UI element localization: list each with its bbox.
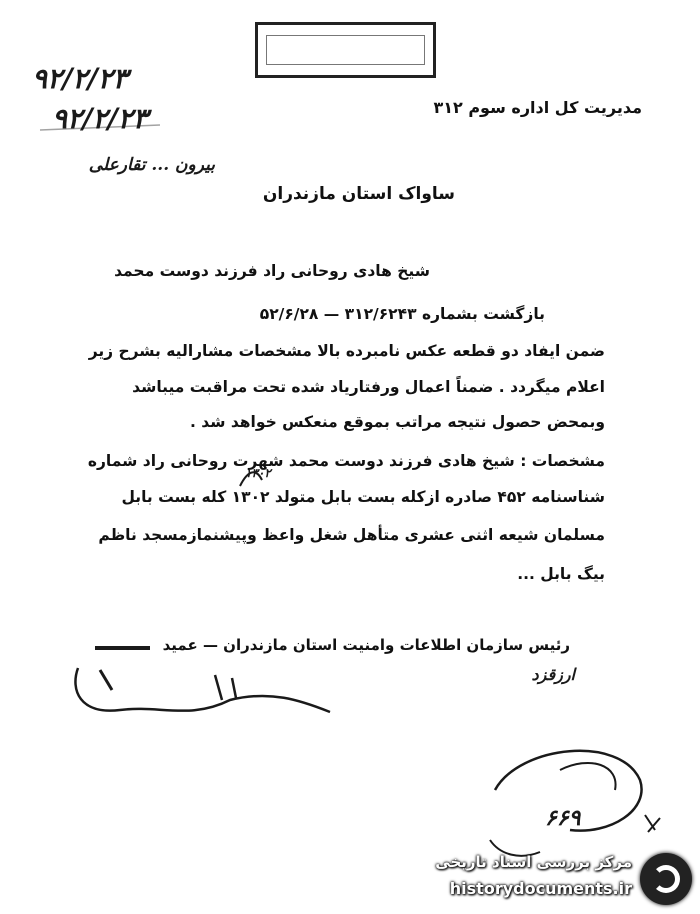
body-line-3: وبمحض حصول نتیجه مراتب بموقع منعکس خواهد شد .: [189, 413, 605, 431]
watermark-url: historydocuments.ir: [449, 879, 632, 898]
body-line-2: اعلام میگردد . ضمناً اعمال ورفتارياد شده تحت مراقبت میباشد: [132, 378, 605, 396]
signature-stroke: [100, 670, 112, 690]
body-line-5: شناسنامه ۴۵۲ صادره ازکله بست بابل متولد ۱۳۰۲ کله بست بابل: [121, 488, 605, 506]
margin-number-1: ۹۲/۲/۲۳: [32, 62, 128, 95]
watermark-org-name: مرکز بررسی اسناد تاریخی: [435, 853, 632, 871]
body-line-7: بیگ بابل ...: [517, 565, 605, 583]
check-mark: [240, 472, 262, 486]
bottom-stamp-number: ۶۶۹: [545, 805, 581, 831]
office-header: مدیریت کل اداره سوم ۳۱۲: [433, 98, 642, 117]
birth-year-annotation: ۱۳۰۲: [245, 466, 271, 480]
signature-stroke-2: [215, 675, 236, 700]
margin-underline: [40, 125, 160, 130]
reference-line: بازگشت بشماره ۳۱۲/۶۲۴۳ — ۵۲/۶/۲۸: [259, 305, 545, 323]
margin-note: بیرون ... تقارعلی: [88, 155, 215, 175]
subject-line: شیخ هادی روحانی راد فرزند دوست محمد: [114, 262, 430, 280]
bottom-stamp-curve: [495, 751, 642, 831]
archive-logo-icon: [640, 853, 692, 905]
recipient: ساواک استان مازندران: [262, 184, 455, 204]
watermark: [422, 851, 692, 906]
body-line-1: ضمن ایفاد دو قطعه عکس نامبرده بالا مشخصات مشارالیه بشرح زیر: [88, 342, 605, 360]
bottom-stamp-mark: [645, 815, 660, 832]
signature-title: رئیس سازمان اطلاعات وامنیت استان مازندران — عمید: [162, 636, 570, 654]
body-line-4: مشخصات : شیخ هادی فرزند دوست محمد شهرت روحانی راد شماره: [87, 452, 605, 470]
signature-initials: ارزقزد: [531, 665, 575, 684]
margin-number-2: ۹۲/۲/۲۳: [52, 102, 148, 135]
handwritten-signature: [75, 668, 330, 712]
body-line-6: مسلمان شیعه اثنی عشری متأهل شغل واعظ وپیشنمازمسجد ناظم: [98, 526, 605, 544]
bottom-stamp-curve-2: [560, 763, 616, 790]
